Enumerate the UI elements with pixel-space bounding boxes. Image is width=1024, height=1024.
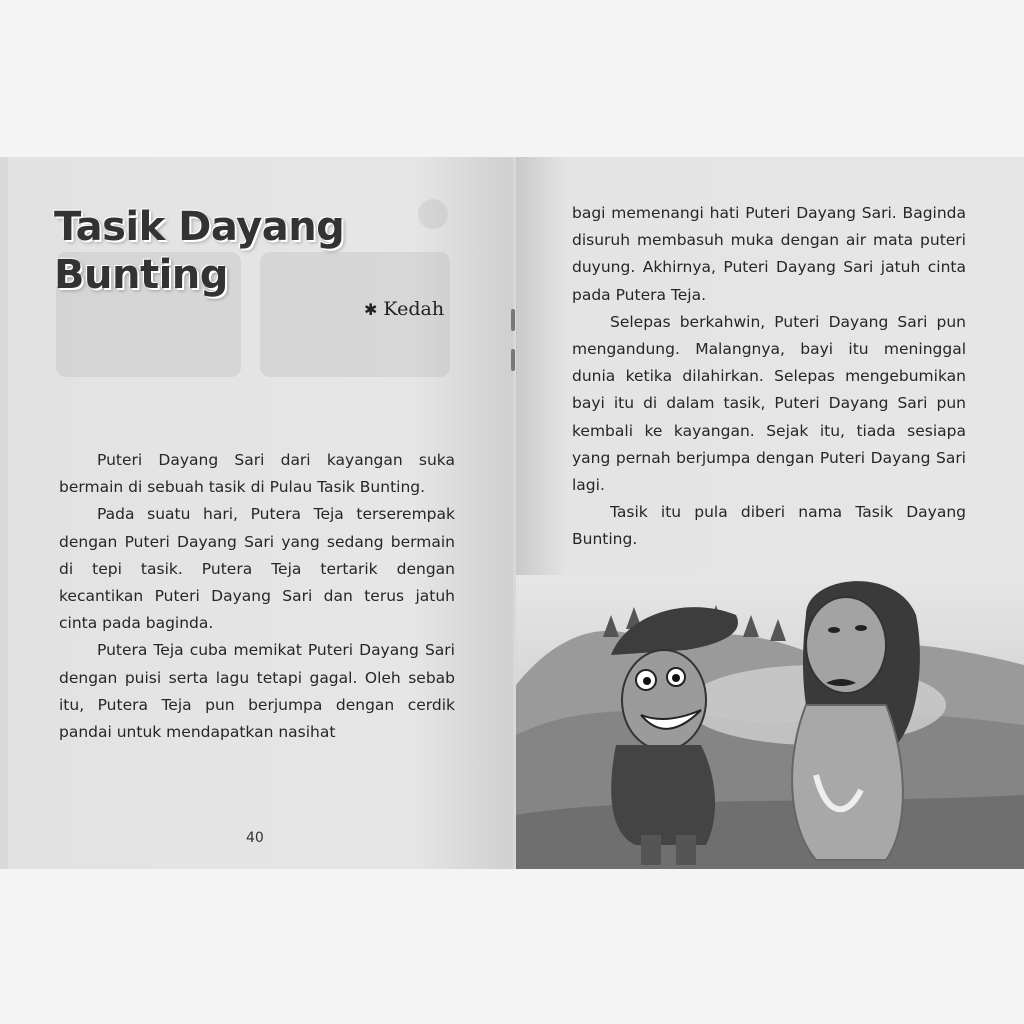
page-number: 40 [246,830,264,846]
open-book [0,157,1024,869]
title-line-1: Tasik Dayang [54,204,345,250]
left-story-text [59,447,455,746]
right-page [516,157,1024,869]
princess-character [792,581,920,860]
paragraph: Puteri Dayang Sari dari kayangan suka bermain di sebuah tasik di Pulau Tasik Bunting. [59,451,455,497]
state-location [364,298,444,320]
paragraph: Pada suatu hari, Putera Teja terserempak dengan Puteri Dayang Sari yang sedang bermain di tepi tasik. Putera Teja tertarik dengan kecantikan Puteri Dayang Sari dan terus jatuh cinta pada baginda. [59,505,455,633]
paragraph: bagi memenangi hati Puteri Dayang Sari. Baginda disuruh membasuh muka dengan air mata puteri duyung. Akhirnya, Puteri Dayang Sari jatuh cinta pada Putera Teja. [572,204,966,304]
paragraph: Putera Teja cuba memikat Puteri Dayang Sari dengan puisi serta lagu tetapi gagal. Oleh sebab itu, Putera Teja pun berjumpa dengan cerdik pandai untuk mendapatkan nasihat [59,641,455,742]
right-story-text [572,200,966,554]
state-label: Kedah [383,298,445,320]
binding-staple [511,349,515,371]
paragraph: Tasik itu pula diberi nama Tasik Dayang Bunting. [572,503,966,549]
binding-staple [511,309,515,331]
left-page [8,157,513,869]
story-illustration [516,575,1024,869]
story-title [54,203,344,299]
paragraph: Selepas berkahwin, Puteri Dayang Sari pun mengandung. Malangnya, bayi itu meninggal dunia ketika dilahirkan. Selepas mengebumikan bayi itu di dalam tasik, Puteri Dayang Sari pun kembali ke kayangan. Sejak itu, tiada sesiapa yang pernah berjumpa dengan Puteri Dayang Sari lagi. [572,312,966,495]
title-line-2: Bunting [54,252,228,298]
pin-icon: ✱ [364,299,378,319]
show-through-badge [418,199,448,229]
